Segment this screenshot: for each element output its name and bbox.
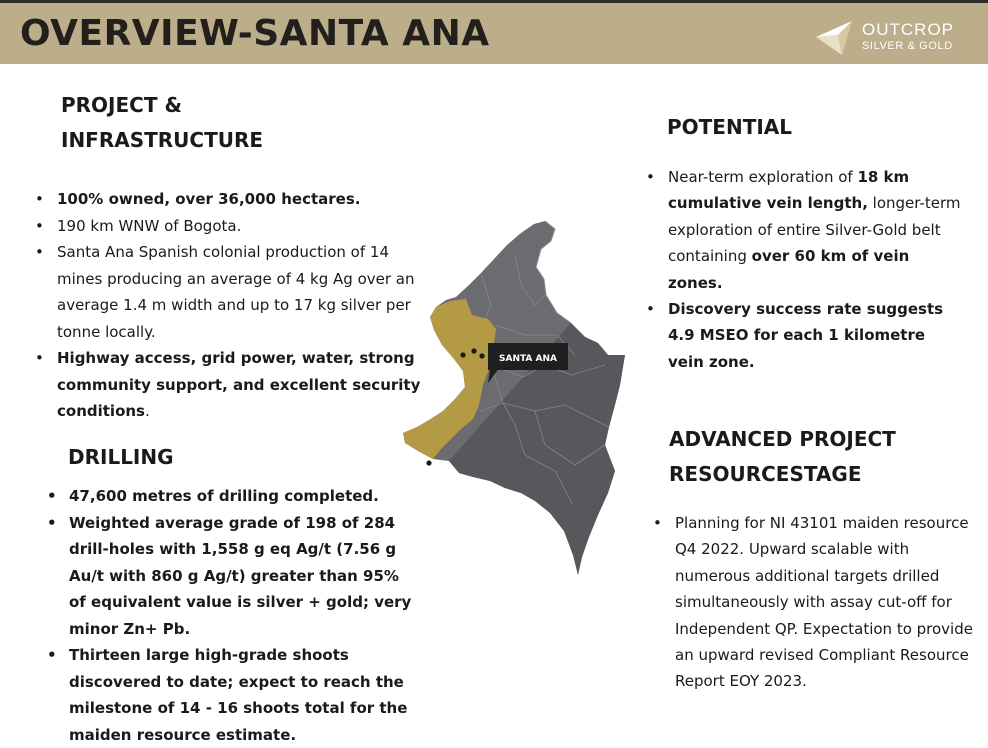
outcrop-logo xyxy=(812,15,982,59)
compass-star-icon xyxy=(812,15,856,59)
list-item: • Near-term exploration of 18 km cumulative vein length, longer-term exploration of entire Silver-Gold belt containing over 60 km of vein zones. xyxy=(646,168,961,292)
advanced-list xyxy=(653,510,975,695)
project-list xyxy=(35,186,425,425)
advanced-heading: ADVANCED PROJECT RESOURCESTAGE xyxy=(669,427,896,486)
list-item: • Planning for NI 43101 maiden resource Q4 2022. Upward scalable with numerous additional targets drilled simultaneously with assay cut-off for Independent QP. Expectation to provide an upward revised Compliant Resource Report EOY 2023. xyxy=(653,514,973,691)
colombia-map xyxy=(395,215,635,580)
project-heading: PROJECT & INFRASTRUCTURE xyxy=(61,93,264,152)
list-item: • 100% owned, over 36,000 hectares. xyxy=(35,190,361,208)
list-item: • Thirteen large high-grade shoots discovered to date; expect to reach the milestone of 14 - 16 shoots total for the maiden resource estimate. xyxy=(47,646,408,744)
logo-name: OUTCROP xyxy=(862,20,954,39)
header-band xyxy=(0,3,988,64)
list-item: • Weighted average grade of 198 of 284 drill-holes with 1,558 g eq Ag/t (7.56 g Au/t with 860 g Ag/t) greater than 95% of equivalent value is silver + gold; very minor Zn+ Pb. xyxy=(47,513,412,638)
santa-ana-label: SANTA ANA xyxy=(499,354,557,364)
logo-subtitle: SILVER & GOLD xyxy=(862,40,953,52)
list-item: • 190 km WNW of Bogota. xyxy=(35,216,242,235)
list-item: • Highway access, grid power, water, strong community support, and excellent security conditions. xyxy=(35,349,421,420)
list-item: • Discovery success rate suggests 4.9 MSEO for each 1 kilometre vein zone. xyxy=(646,300,944,371)
drilling-list xyxy=(47,483,419,748)
drilling-heading: DRILLING xyxy=(68,445,174,469)
list-item: • 47,600 metres of drilling completed. xyxy=(47,487,379,505)
list-item: • Santa Ana Spanish colonial production of 14 mines producing an average of 4 kg Ag over an average 1.4 m width and up to 17 kg silver per tonne locally. xyxy=(35,243,415,341)
potential-heading: POTENTIAL xyxy=(667,115,793,139)
potential-list xyxy=(646,164,964,375)
page-title: OVERVIEW-SANTA ANA xyxy=(20,13,490,54)
